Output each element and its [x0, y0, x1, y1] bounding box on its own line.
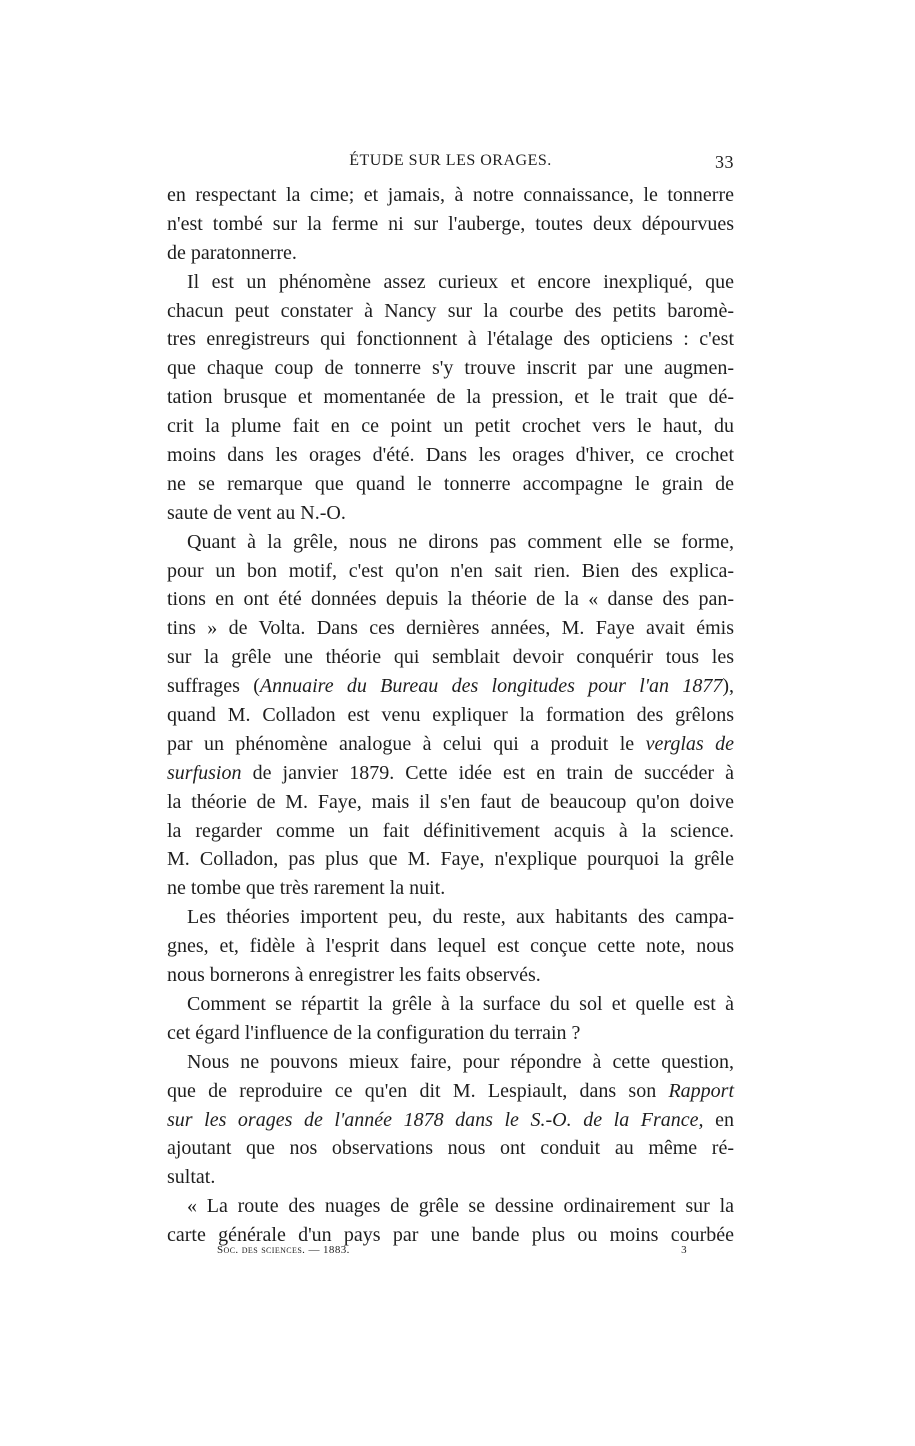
paragraph-7 — [167, 1192, 734, 1250]
text-line: saute de vent au N.-O. — [167, 501, 346, 524]
text-line: crit la plume fait en ce point un petit crochet vers le haut, du — [167, 415, 734, 438]
text-line: sur la grêle une théorie qui semblait devoir conquérir tous les — [167, 646, 734, 669]
text-run: suffrages ( — [167, 675, 260, 698]
running-title: ÉTUDE SUR LES ORAGES. — [349, 152, 552, 169]
text-line: pour un bon motif, c'est qu'on n'en sait rien. Bien des explica- — [167, 559, 734, 582]
paragraph-4 — [167, 903, 734, 990]
text-line: que chaque coup de tonnerre s'y trouve inscrit par une augmen- — [167, 357, 734, 380]
paragraph-2 — [167, 268, 734, 528]
text-line: tation brusque et momentanée de la pression, et le trait que dé- — [167, 386, 734, 409]
text-line: cet égard l'influence de la configuration du terrain ? — [167, 1021, 581, 1044]
text-line: sultat. — [167, 1166, 216, 1189]
text-line: la théorie de M. Faye, mais il s'en faut de beaucoup qu'on doive — [167, 790, 734, 813]
text-run: de janvier 1879. Cette idée est en train de succéder à — [241, 761, 734, 784]
signature-mark: Soc. des sciences. — 1883. — [217, 1244, 350, 1256]
text-line: tres enregistreurs qui fonctionnent à l'étalage des opticiens : c'est — [167, 328, 734, 351]
text-line — [167, 1077, 734, 1106]
text-run: que de reproduire ce qu'en dit M. Lespiault, dans son — [167, 1079, 669, 1102]
text-line: tions en ont été données depuis la théorie de la « danse des pan- — [167, 588, 734, 611]
text-line — [167, 672, 734, 701]
sheet-number: 3 — [681, 1244, 687, 1256]
text-line: M. Colladon, pas plus que M. Faye, n'explique pourquoi la grêle — [167, 848, 734, 871]
text-line: moins dans les orages d'été. Dans les orages d'hiver, ce crochet — [167, 444, 734, 467]
text-line — [167, 759, 734, 788]
text-line: nous bornerons à enregistrer les faits observés. — [167, 964, 541, 987]
text-line — [167, 730, 734, 759]
paragraph-5 — [167, 990, 734, 1048]
paragraph-1 — [167, 181, 734, 268]
running-head — [167, 152, 734, 178]
italic-term: surfusion — [167, 761, 242, 784]
body-text — [167, 181, 734, 1250]
text-line: chacun peut constater à Nancy sur la courbe des petits baromè- — [167, 299, 734, 322]
text-line: tins » de Volta. Dans ces dernières années, M. Faye avait émis — [167, 617, 734, 640]
text-line: Nous ne pouvons mieux faire, pour répondre à cette question, — [187, 1050, 734, 1073]
text-line: « La route des nuages de grêle se dessine ordinairement sur la — [187, 1195, 734, 1218]
text-line: Les théories importent peu, du reste, aux habitants des campa- — [187, 906, 734, 929]
text-line: quand M. Colladon est venu expliquer la formation des grêlons — [167, 704, 734, 727]
paragraph-3 — [167, 528, 734, 904]
italic-title: Annuaire du Bureau des longitudes pour l'an 1877 — [259, 675, 723, 698]
text-line: Comment se répartit la grêle à la surface du sol et quelle est à — [187, 992, 734, 1015]
text-line: carte générale d'un pays par une bande plus ou moins courbée — [167, 1224, 734, 1247]
text-line: ne tombe que très rarement la nuit. — [167, 877, 446, 900]
text-line: ajoutant que nos observations nous ont conduit au même ré- — [167, 1137, 734, 1160]
text-line: n'est tombé sur la ferme ni sur l'auberge, toutes deux dépourvues — [167, 212, 734, 235]
text-line: de paratonnerre. — [167, 241, 297, 264]
text-line — [167, 1106, 734, 1135]
text-line: gnes, et, fidèle à l'esprit dans lequel est conçue cette note, nous — [167, 935, 734, 958]
italic-title: Rapport — [668, 1079, 734, 1102]
text-run: en — [703, 1108, 734, 1131]
text-run: par un phénomène analogue à celui qui a produit le — [167, 732, 646, 755]
text-line: ne se remarque que quand le tonnerre accompagne le grain de — [167, 472, 734, 495]
text-line: en respectant la cime; et jamais, à notre connaissance, le tonnerre — [167, 184, 734, 206]
text-line: Quant à la grêle, nous ne dirons pas comment elle se forme, — [187, 530, 734, 553]
page-footer — [217, 1244, 687, 1266]
text-line: la regarder comme un fait définitivement acquis à la science. — [167, 819, 734, 842]
text-line: Il est un phénomène assez curieux et encore inexpliqué, que — [187, 270, 734, 293]
paragraph-6 — [167, 1048, 734, 1192]
italic-term: verglas de — [645, 732, 735, 755]
text-run: ), — [722, 675, 734, 698]
page-number: 33 — [715, 152, 734, 172]
italic-title: sur les orages de l'année 1878 dans le S.-O. de la France, — [167, 1108, 704, 1131]
